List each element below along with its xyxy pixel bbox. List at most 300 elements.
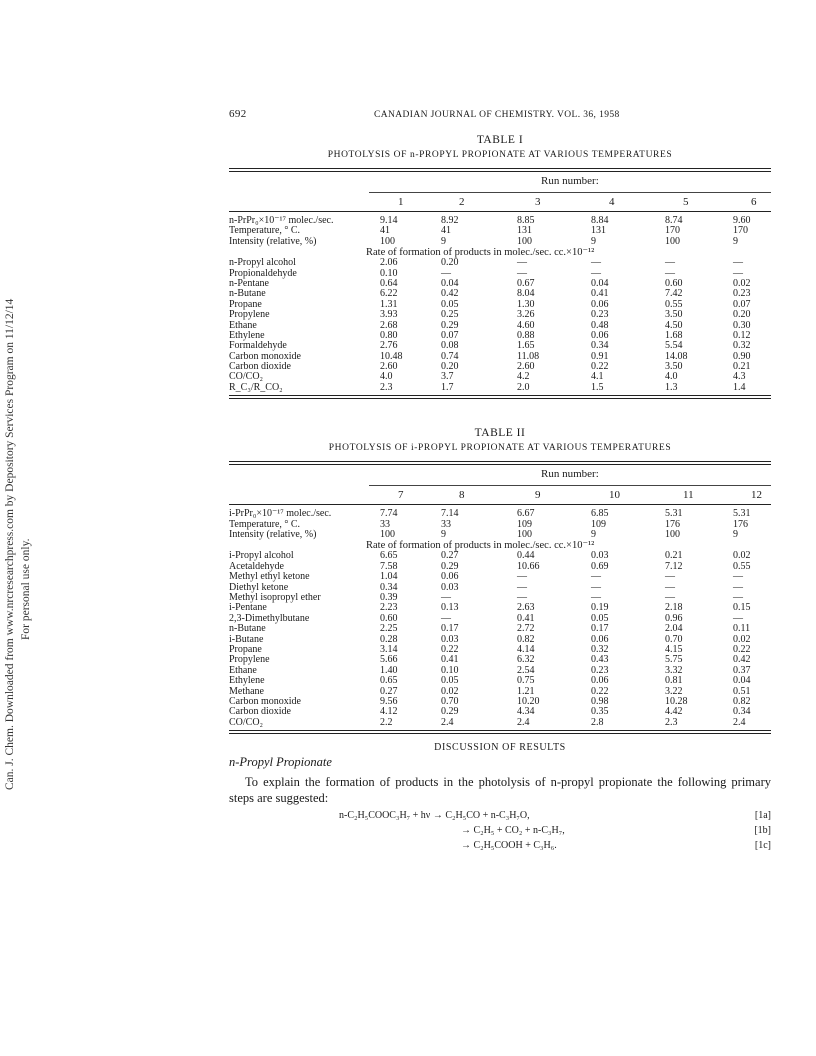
table-row bbox=[229, 331, 771, 341]
cell-value: 2.04 bbox=[665, 623, 683, 635]
cell-value: 0.02 bbox=[733, 550, 751, 562]
cell-value: — bbox=[517, 571, 527, 583]
cell-value: 8.04 bbox=[517, 288, 535, 300]
cell-value: 7.58 bbox=[380, 560, 398, 572]
table-2-caption: PHOTOLYSIS OF i-PROPYL PROPIONATE AT VARIOUS TEMPERATURES bbox=[328, 443, 672, 454]
row-label: n-Propyl alcohol bbox=[229, 257, 296, 269]
table-row bbox=[229, 635, 771, 645]
row-label: R_C₃/R_CO₂ bbox=[229, 381, 283, 393]
cell-value: 0.06 bbox=[591, 675, 609, 687]
row-label: Temperature, ° C. bbox=[229, 225, 301, 237]
cell-value: 109 bbox=[591, 518, 606, 530]
cell-value: 0.17 bbox=[591, 623, 609, 635]
cell-value: — bbox=[591, 581, 601, 593]
cell-value: 0.82 bbox=[733, 695, 751, 707]
cell-value: 7.14 bbox=[441, 508, 459, 520]
table-row bbox=[229, 687, 771, 697]
cell-value: 7.42 bbox=[665, 288, 683, 300]
run-column-header: 2 bbox=[459, 196, 465, 208]
table-row bbox=[229, 372, 771, 382]
cell-value: 33 bbox=[380, 518, 390, 530]
equation-expression: → C₂H₅ + CO₂ + n-C₃H₇, bbox=[461, 825, 565, 837]
cell-value: 2.4 bbox=[441, 716, 454, 728]
table-2-body bbox=[229, 461, 771, 734]
cell-value: — bbox=[517, 267, 527, 279]
row-label: Carbon dioxide bbox=[229, 361, 291, 373]
cell-value: — bbox=[733, 257, 743, 269]
cell-value: 0.82 bbox=[517, 633, 535, 645]
table-2-title: TABLE II bbox=[474, 427, 526, 440]
table-row bbox=[229, 572, 771, 582]
table-row bbox=[229, 666, 771, 676]
row-label: n-Butane bbox=[229, 623, 266, 635]
cell-value: 8.92 bbox=[441, 215, 459, 226]
table-row bbox=[229, 718, 771, 728]
cell-value: 10.28 bbox=[665, 695, 688, 707]
cell-value: 176 bbox=[665, 518, 680, 530]
run-column-header: 12 bbox=[751, 489, 762, 502]
run-number-header bbox=[229, 465, 771, 485]
cell-value: 1.31 bbox=[380, 298, 398, 310]
run-columns bbox=[229, 193, 771, 211]
run-column-header: 3 bbox=[535, 196, 541, 208]
table-1 bbox=[229, 134, 771, 399]
cell-value: 0.20 bbox=[733, 309, 751, 321]
cell-value: 2.54 bbox=[517, 664, 535, 676]
cell-value: 100 bbox=[517, 529, 532, 541]
cell-value: 8.85 bbox=[517, 215, 535, 226]
cell-value: 0.02 bbox=[441, 685, 459, 697]
table-row bbox=[229, 352, 771, 362]
cell-value: 2.63 bbox=[517, 602, 535, 614]
cell-value: — bbox=[733, 267, 743, 279]
row-label: i-Butane bbox=[229, 633, 264, 645]
cell-value: 0.55 bbox=[733, 560, 751, 572]
rate-header bbox=[229, 540, 771, 551]
cell-value: 1.30 bbox=[517, 298, 535, 310]
cell-value: 2.25 bbox=[380, 623, 398, 635]
row-label: Carbon monoxide bbox=[229, 695, 301, 707]
cell-value: 4.3 bbox=[733, 371, 746, 383]
cell-value: 8.84 bbox=[591, 215, 609, 226]
cell-value: 0.29 bbox=[441, 560, 459, 572]
cell-value: 7.12 bbox=[665, 560, 683, 572]
cell-value: — bbox=[665, 571, 675, 583]
cell-value: 0.02 bbox=[733, 277, 751, 289]
cell-value: 5.75 bbox=[665, 654, 683, 666]
cell-value: — bbox=[591, 267, 601, 279]
cell-value: — bbox=[733, 591, 743, 603]
cell-value: 1.68 bbox=[665, 329, 683, 341]
cell-value: 6.32 bbox=[517, 654, 535, 666]
table-bottom-rule bbox=[229, 730, 771, 734]
table-row bbox=[229, 237, 771, 247]
download-watermark bbox=[2, 230, 38, 790]
cell-value: 1.5 bbox=[591, 381, 604, 393]
cell-value: 2.18 bbox=[665, 602, 683, 614]
table-row bbox=[229, 603, 771, 613]
table-1-caption: PHOTOLYSIS OF n-PROPYL PROPIONATE AT VARIOUS TEMPERATURES bbox=[327, 150, 673, 160]
cell-value: 0.06 bbox=[441, 571, 459, 583]
cell-value: 0.20 bbox=[441, 257, 459, 269]
cell-value: 0.91 bbox=[591, 350, 609, 362]
row-label: Acetaldehyde bbox=[229, 560, 284, 572]
cell-value: 0.90 bbox=[733, 350, 751, 362]
cell-value: 2.72 bbox=[517, 623, 535, 635]
table-1-title: TABLE I bbox=[476, 134, 524, 146]
table-row bbox=[229, 258, 771, 268]
cell-value: 6.65 bbox=[380, 550, 398, 562]
cell-value: 0.22 bbox=[733, 643, 751, 655]
cell-value: 0.60 bbox=[665, 277, 683, 289]
cell-value: 2.60 bbox=[517, 361, 535, 373]
cell-value: 33 bbox=[441, 518, 451, 530]
table-row bbox=[229, 676, 771, 686]
run-column-header: 6 bbox=[751, 196, 757, 208]
cell-value: 0.75 bbox=[517, 675, 535, 687]
table-row bbox=[229, 530, 771, 540]
cell-value: 0.08 bbox=[441, 340, 459, 352]
table-row bbox=[229, 269, 771, 279]
table-row bbox=[229, 697, 771, 707]
cell-value: 0.39 bbox=[380, 591, 398, 603]
cell-value: 4.34 bbox=[517, 706, 535, 718]
cell-value: — bbox=[441, 267, 451, 279]
cell-value: 0.05 bbox=[441, 298, 459, 310]
cell-value: 0.64 bbox=[380, 277, 398, 289]
table-2 bbox=[229, 427, 771, 734]
cell-value: 1.7 bbox=[441, 381, 454, 393]
cell-value: — bbox=[733, 612, 743, 624]
cell-value: 0.27 bbox=[380, 685, 398, 697]
cell-value: 100 bbox=[380, 235, 395, 247]
row-label: Ethane bbox=[229, 319, 257, 331]
cell-value: — bbox=[441, 612, 451, 624]
row-label: Formaldehyde bbox=[229, 340, 287, 352]
cell-value: 2.8 bbox=[591, 716, 604, 728]
cell-value: 0.67 bbox=[517, 277, 535, 289]
row-label: Intensity (relative, %) bbox=[229, 529, 317, 541]
row-label: i-PrPr₀×10⁻¹⁷ molec./sec. bbox=[229, 508, 332, 520]
table-row bbox=[229, 289, 771, 299]
table-row bbox=[229, 645, 771, 655]
cell-value: — bbox=[733, 571, 743, 583]
cell-value: 0.06 bbox=[591, 633, 609, 645]
cell-value: 0.03 bbox=[441, 633, 459, 645]
cell-value: 6.22 bbox=[380, 288, 398, 300]
row-label: CO/CO₂ bbox=[229, 371, 264, 383]
table-row bbox=[229, 300, 771, 310]
table-row bbox=[229, 562, 771, 572]
cell-value: 0.43 bbox=[591, 654, 609, 666]
cell-value: 4.12 bbox=[380, 706, 398, 718]
table-row bbox=[229, 551, 771, 561]
table-row bbox=[229, 509, 771, 519]
discussion-paragraph: To explain the formation of products in the photolysis of n-propyl propionate the following primary steps are suggested: bbox=[229, 775, 771, 806]
cell-value: 0.29 bbox=[441, 706, 459, 718]
cell-value: 5.54 bbox=[665, 340, 683, 352]
row-label: 2,3-Dimethylbutane bbox=[229, 612, 310, 624]
cell-value: 0.74 bbox=[441, 350, 459, 362]
cell-value: 4.0 bbox=[380, 371, 393, 383]
row-label: n-PrPr₀×10⁻¹⁷ molec./sec. bbox=[229, 215, 334, 226]
table-row bbox=[229, 707, 771, 717]
cell-value: 0.19 bbox=[591, 602, 609, 614]
cell-value: 0.15 bbox=[733, 602, 751, 614]
cell-value: 0.29 bbox=[441, 319, 459, 331]
cell-value: — bbox=[591, 591, 601, 603]
row-label: Propylene bbox=[229, 654, 270, 666]
row-label: Ethylene bbox=[229, 329, 265, 341]
equation-expression: n-C₂H₅COOC₃H₇ + hν → C₂H₅CO + n-C₃H₇O, bbox=[339, 810, 530, 822]
cell-value: 0.10 bbox=[380, 267, 398, 279]
cell-value: 0.21 bbox=[733, 361, 751, 373]
row-label: Propylene bbox=[229, 309, 270, 321]
run-columns bbox=[229, 486, 771, 504]
cell-value: 0.98 bbox=[591, 695, 609, 707]
cell-value: 0.23 bbox=[591, 309, 609, 321]
cell-value: 9 bbox=[441, 529, 446, 541]
cell-value: 11.08 bbox=[517, 350, 540, 362]
table-row bbox=[229, 310, 771, 320]
reaction-equation bbox=[229, 825, 771, 840]
cell-value: 0.05 bbox=[591, 612, 609, 624]
cell-value: 10.48 bbox=[380, 350, 403, 362]
cell-value: 0.20 bbox=[441, 361, 459, 373]
cell-value: 41 bbox=[380, 225, 390, 237]
cell-value: 2.68 bbox=[380, 319, 398, 331]
cell-value: 0.65 bbox=[380, 675, 398, 687]
discussion-heading: DISCUSSION OF RESULTS bbox=[434, 742, 566, 754]
cell-value: 0.12 bbox=[733, 329, 751, 341]
row-label: Methyl isopropyl ether bbox=[229, 591, 321, 603]
cell-value: 0.30 bbox=[733, 319, 751, 331]
cell-value: 0.32 bbox=[733, 340, 751, 352]
run-column-header: 10 bbox=[609, 489, 620, 502]
cell-value: 7.74 bbox=[380, 508, 398, 520]
row-label: Methyl ethyl ketone bbox=[229, 571, 310, 583]
table-row bbox=[229, 383, 771, 393]
cell-value: 0.96 bbox=[665, 612, 683, 624]
cell-value: 109 bbox=[517, 518, 532, 530]
row-label: CO/CO₂ bbox=[229, 716, 264, 728]
row-label: Carbon monoxide bbox=[229, 350, 301, 362]
row-label: n-Butane bbox=[229, 288, 266, 300]
cell-value: 0.42 bbox=[441, 288, 459, 300]
cell-value: 2.2 bbox=[380, 716, 393, 728]
cell-value: 1.65 bbox=[517, 340, 535, 352]
discussion-section bbox=[229, 742, 771, 855]
run-number-header bbox=[229, 172, 771, 192]
cell-value: — bbox=[517, 257, 527, 269]
cell-value: 0.88 bbox=[517, 329, 535, 341]
cell-value: 100 bbox=[380, 529, 395, 541]
run-number-label: Run number: bbox=[541, 175, 599, 187]
cell-value: 0.23 bbox=[591, 664, 609, 676]
equation-expression: → C₂H₅COOH + C₃H₆. bbox=[461, 840, 557, 852]
cell-value: 0.25 bbox=[441, 309, 459, 321]
row-label: i-Pentane bbox=[229, 602, 267, 614]
cell-value: 3.22 bbox=[665, 685, 683, 697]
cell-value: 0.60 bbox=[380, 612, 398, 624]
row-label: i-Propyl alcohol bbox=[229, 550, 294, 562]
row-label: Intensity (relative, %) bbox=[229, 235, 317, 247]
cell-value: 0.35 bbox=[591, 706, 609, 718]
cell-value: 10.20 bbox=[517, 695, 540, 707]
page-number: 692 bbox=[229, 108, 247, 120]
cell-value: 0.22 bbox=[591, 361, 609, 373]
cell-value: 0.70 bbox=[665, 633, 683, 645]
cell-value: 5.66 bbox=[380, 654, 398, 666]
table-row bbox=[229, 624, 771, 634]
cell-value: 3.26 bbox=[517, 309, 535, 321]
cell-value: 1.40 bbox=[380, 664, 398, 676]
cell-value: 1.21 bbox=[517, 685, 535, 697]
cell-value: 0.21 bbox=[665, 550, 683, 562]
cell-value: 9 bbox=[591, 235, 596, 247]
cell-value: 100 bbox=[665, 529, 680, 541]
cell-value: 4.1 bbox=[591, 371, 604, 383]
cell-value: 0.02 bbox=[733, 633, 751, 645]
cell-value: 3.50 bbox=[665, 309, 683, 321]
row-label: Carbon dioxide bbox=[229, 706, 291, 718]
equation-tag: [1c] bbox=[754, 840, 771, 852]
cell-value: 0.34 bbox=[733, 706, 751, 718]
cell-value: — bbox=[517, 591, 527, 603]
cell-value: 0.06 bbox=[591, 298, 609, 310]
cell-value: 9.14 bbox=[380, 215, 398, 226]
cell-value: 9 bbox=[733, 529, 738, 541]
row-label: Temperature, ° C. bbox=[229, 518, 301, 530]
cell-value: 0.42 bbox=[733, 654, 751, 666]
cell-value: — bbox=[665, 267, 675, 279]
cell-value: 0.04 bbox=[591, 277, 609, 289]
cell-value: 0.04 bbox=[733, 675, 751, 687]
cell-value: 0.34 bbox=[591, 340, 609, 352]
cell-value: 9.56 bbox=[380, 695, 398, 707]
cell-value: 14.08 bbox=[665, 350, 688, 362]
cell-value: 2.60 bbox=[380, 361, 398, 373]
table-row bbox=[229, 614, 771, 624]
cell-value: 0.32 bbox=[591, 643, 609, 655]
run-column-header: 4 bbox=[609, 196, 615, 208]
cell-value: 0.11 bbox=[733, 623, 751, 635]
watermark-line-2: For personal use only. bbox=[20, 538, 32, 640]
cell-value: 9 bbox=[733, 235, 738, 247]
table-row bbox=[229, 216, 771, 226]
cell-value: 9 bbox=[441, 235, 446, 247]
cell-value: 0.70 bbox=[441, 695, 459, 707]
cell-value: 6.85 bbox=[591, 508, 609, 520]
cell-value: — bbox=[665, 257, 675, 269]
cell-value: 0.37 bbox=[733, 664, 751, 676]
cell-value: 0.03 bbox=[591, 550, 609, 562]
table-bottom-rule bbox=[229, 395, 771, 399]
row-label: Propane bbox=[229, 298, 262, 310]
equation-block bbox=[229, 810, 771, 855]
cell-value: 4.0 bbox=[665, 371, 678, 383]
running-head bbox=[229, 108, 771, 124]
cell-value: 170 bbox=[665, 225, 680, 237]
cell-value: 2.06 bbox=[380, 257, 398, 269]
run-column-header: 7 bbox=[398, 489, 404, 502]
cell-value: 0.80 bbox=[380, 329, 398, 341]
cell-value: 2.23 bbox=[380, 602, 398, 614]
run-column-header: 11 bbox=[683, 489, 694, 502]
cell-value: 2.3 bbox=[380, 381, 393, 393]
cell-value: 0.22 bbox=[441, 643, 459, 655]
cell-value: 10.66 bbox=[517, 560, 540, 572]
cell-value: 3.93 bbox=[380, 309, 398, 321]
cell-value: 4.2 bbox=[517, 371, 530, 383]
cell-value: 8.74 bbox=[665, 215, 683, 226]
cell-value: 0.51 bbox=[733, 685, 751, 697]
cell-value: 0.41 bbox=[517, 612, 535, 624]
cell-value: — bbox=[441, 591, 451, 603]
cell-value: 0.34 bbox=[380, 581, 398, 593]
cell-value: 0.41 bbox=[441, 654, 459, 666]
cell-value: 170 bbox=[733, 225, 748, 237]
table-row bbox=[229, 341, 771, 351]
cell-value: 2.4 bbox=[517, 716, 530, 728]
row-label: Propionaldehyde bbox=[229, 267, 297, 279]
cell-value: 5.31 bbox=[665, 508, 683, 520]
cell-value: 0.48 bbox=[591, 319, 609, 331]
cell-value: — bbox=[733, 581, 743, 593]
cell-value: — bbox=[591, 257, 601, 269]
row-label: Methane bbox=[229, 685, 264, 697]
cell-value: 6.67 bbox=[517, 508, 535, 520]
cell-value: 131 bbox=[591, 225, 606, 237]
cell-value: 0.06 bbox=[591, 329, 609, 341]
cell-value: 4.14 bbox=[517, 643, 535, 655]
rate-header-text: Rate of formation of products in molec./sec. cc.×10⁻¹² bbox=[366, 540, 595, 552]
run-column-header: 8 bbox=[459, 489, 465, 502]
row-label: Ethylene bbox=[229, 675, 265, 687]
row-label: Diethyl ketone bbox=[229, 581, 289, 593]
reaction-equation bbox=[229, 810, 771, 825]
table-row bbox=[229, 655, 771, 665]
cell-value: — bbox=[517, 581, 527, 593]
cell-value: 1.4 bbox=[733, 381, 746, 393]
rate-header bbox=[229, 247, 771, 258]
row-label: Propane bbox=[229, 643, 262, 655]
cell-value: 0.10 bbox=[441, 664, 459, 676]
cell-value: 0.13 bbox=[441, 602, 459, 614]
cell-value: 1.3 bbox=[665, 381, 678, 393]
cell-value: 0.41 bbox=[591, 288, 609, 300]
cell-value: 0.27 bbox=[441, 550, 459, 562]
cell-value: 176 bbox=[733, 518, 748, 530]
cell-value: 0.55 bbox=[665, 298, 683, 310]
cell-value: 0.07 bbox=[441, 329, 459, 341]
cell-value: 0.07 bbox=[733, 298, 751, 310]
cell-value: 1.04 bbox=[380, 571, 398, 583]
cell-value: 0.04 bbox=[441, 277, 459, 289]
cell-value: 0.17 bbox=[441, 623, 459, 635]
cell-value: 3.7 bbox=[441, 371, 454, 383]
cell-value: — bbox=[591, 571, 601, 583]
journal-title: CANADIAN JOURNAL OF CHEMISTRY. VOL. 36, 1958 bbox=[374, 110, 620, 120]
reaction-equation bbox=[229, 840, 771, 855]
table-row bbox=[229, 593, 771, 603]
equation-tag: [1a] bbox=[754, 810, 771, 822]
cell-value: 9 bbox=[591, 529, 596, 541]
cell-value: 2.4 bbox=[733, 716, 746, 728]
cell-value: 4.50 bbox=[665, 319, 683, 331]
cell-value: 0.05 bbox=[441, 675, 459, 687]
cell-value: 2.0 bbox=[517, 381, 530, 393]
